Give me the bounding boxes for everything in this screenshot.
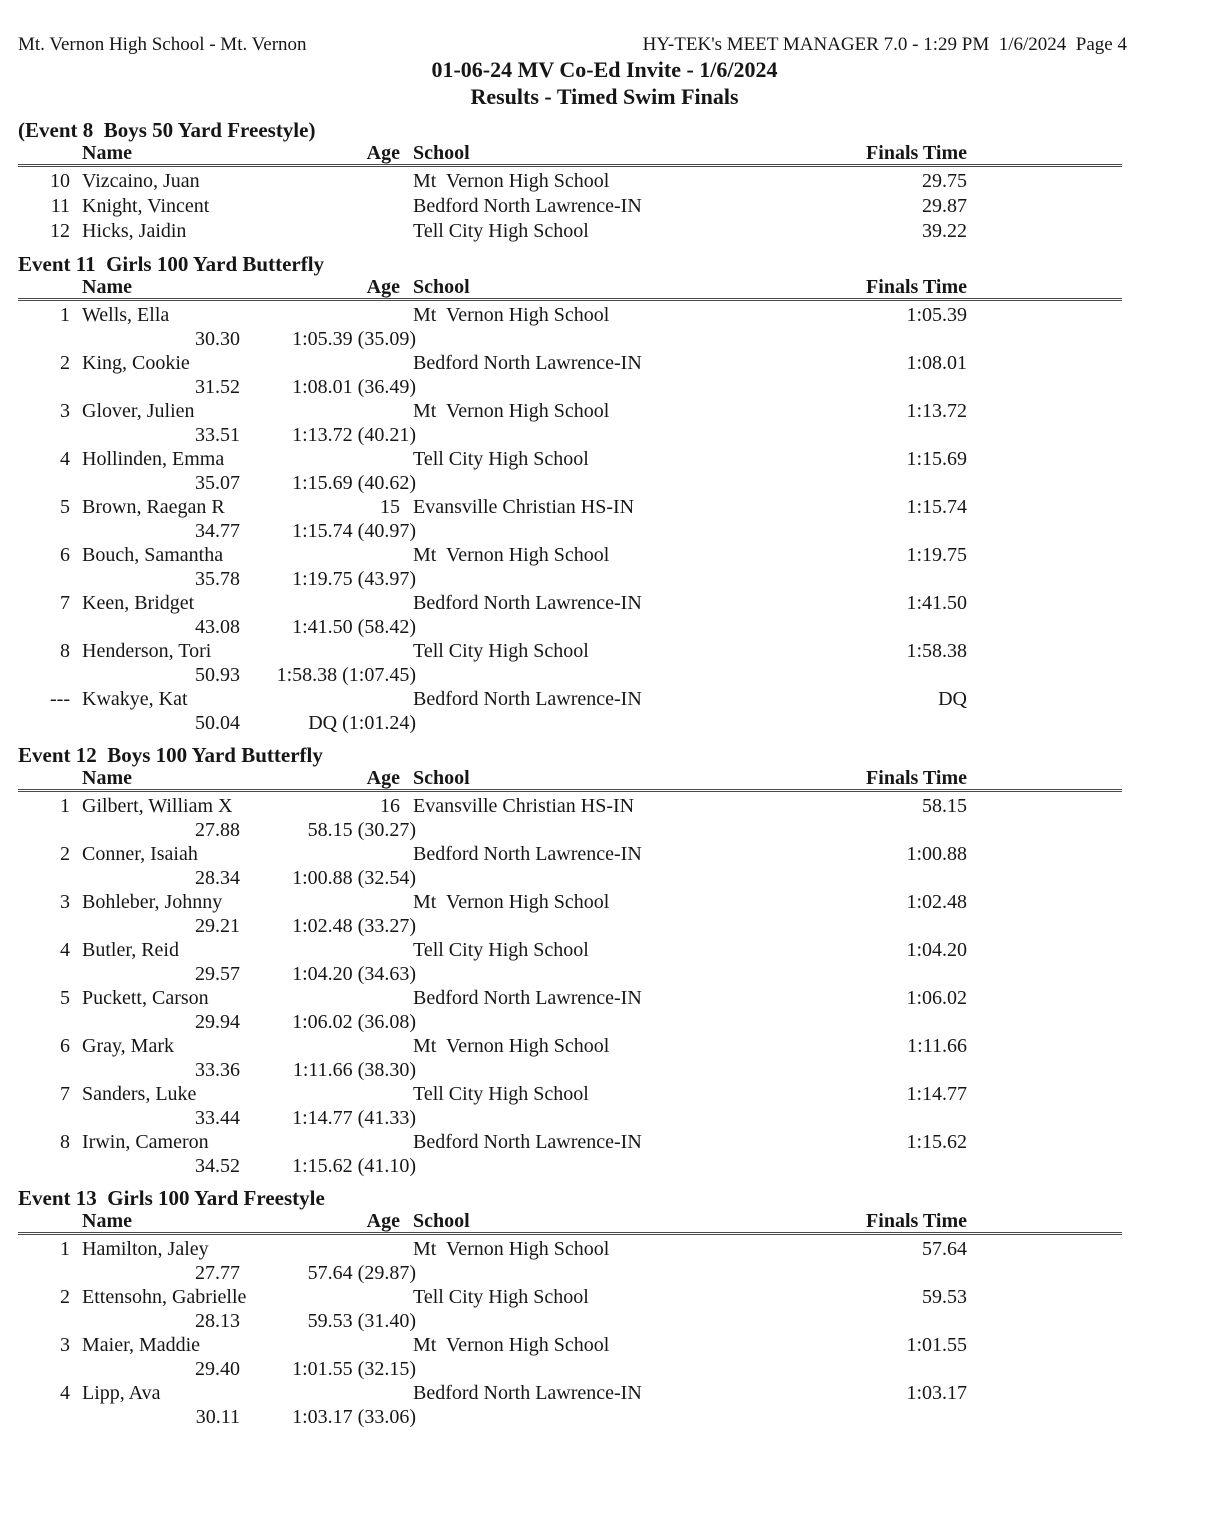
name-cell: Irwin, Cameron [82, 1131, 209, 1153]
report-subtitle: Results - Timed Swim Finals [470, 84, 739, 109]
cumulative-split-cell: 1:19.75 (43.97) [292, 568, 416, 590]
event-title: Event 13 Girls 100 Yard Freestyle [18, 1186, 325, 1210]
split-cell: 43.08 [195, 616, 240, 638]
finals-time-cell: 1:02.48 [906, 891, 967, 913]
column-header-school: School [413, 276, 470, 298]
school-cell: Tell City High School [413, 640, 589, 662]
finals-time-cell: 1:04.20 [906, 939, 967, 961]
column-header-finals: Finals Time [866, 1210, 967, 1232]
event-title: (Event 8 Boys 50 Yard Freestyle) [18, 118, 316, 142]
place-cell: 8 [60, 640, 70, 662]
finals-time-cell: 58.15 [922, 795, 967, 817]
name-cell: Glover, Julien [82, 400, 195, 422]
place-cell: 2 [60, 843, 70, 865]
event-section [18, 743, 1122, 1178]
split-cell: 29.94 [195, 1011, 240, 1033]
place-cell: 6 [60, 1035, 70, 1057]
name-cell: Hicks, Jaidin [82, 220, 187, 242]
cumulative-split-cell: 1:11.66 (38.30) [292, 1059, 416, 1081]
splits-row [18, 375, 1122, 399]
school-cell: Tell City High School [413, 1286, 589, 1308]
splits-row [18, 471, 1122, 495]
place-cell: 6 [60, 544, 70, 566]
column-header-row [18, 277, 1122, 301]
cumulative-split-cell: 1:01.55 (32.15) [292, 1358, 416, 1380]
finals-time-cell: 39.22 [922, 220, 967, 242]
name-cell: Lipp, Ava [82, 1382, 161, 1404]
finals-time-cell: 1:14.77 [906, 1083, 967, 1105]
finals-time-cell: 57.64 [922, 1238, 967, 1260]
place-cell: 3 [60, 400, 70, 422]
finals-time-cell: 1:41.50 [906, 592, 967, 614]
school-cell: Bedford North Lawrence-IN [413, 352, 642, 374]
splits-row [18, 663, 1122, 687]
name-cell: Kwakye, Kat [82, 688, 188, 710]
school-cell: Mt Vernon High School [413, 891, 610, 913]
cumulative-split-cell: 1:58.38 (1:07.45) [276, 664, 416, 686]
cumulative-split-cell: 1:05.39 (35.09) [292, 328, 416, 350]
cumulative-split-cell: DQ (1:01.24) [308, 712, 416, 734]
result-row [18, 351, 1122, 375]
column-header-row [18, 1211, 1122, 1235]
finals-time-cell: 1:58.38 [906, 640, 967, 662]
name-cell: King, Cookie [82, 352, 190, 374]
split-cell: 33.51 [195, 424, 240, 446]
finals-time-cell: 1:00.88 [906, 843, 967, 865]
column-header-school: School [413, 142, 470, 164]
school-cell: Mt Vernon High School [413, 1238, 610, 1260]
cumulative-split-cell: 1:41.50 (58.42) [292, 616, 416, 638]
finals-time-cell: 1:11.66 [907, 1035, 967, 1057]
place-cell: 11 [50, 195, 70, 217]
place-cell: 7 [60, 1083, 70, 1105]
school-cell: Evansville Christian HS-IN [413, 795, 635, 817]
split-cell: 29.57 [195, 963, 240, 985]
column-header-row [18, 143, 1122, 167]
result-row [18, 639, 1122, 663]
name-cell: Hamilton, Jaley [82, 1238, 209, 1260]
place-cell: 1 [60, 304, 70, 326]
school-cell: Mt Vernon High School [413, 1035, 610, 1057]
finals-time-cell: 1:08.01 [906, 352, 967, 374]
cumulative-split-cell: 1:15.62 (41.10) [292, 1155, 416, 1177]
place-cell: 8 [60, 1131, 70, 1153]
name-cell: Ettensohn, Gabrielle [82, 1286, 247, 1308]
age-cell: 16 [380, 795, 400, 817]
age-cell: 15 [380, 496, 400, 518]
split-cell: 31.52 [195, 376, 240, 398]
result-row [18, 543, 1122, 567]
school-cell: Mt Vernon High School [413, 1334, 610, 1356]
name-cell: Puckett, Carson [82, 987, 209, 1009]
place-cell: 7 [60, 592, 70, 614]
school-cell: Bedford North Lawrence-IN [413, 195, 642, 217]
event-title: Event 12 Boys 100 Yard Butterfly [18, 743, 323, 767]
school-cell: Bedford North Lawrence-IN [413, 592, 642, 614]
place-cell: 2 [60, 352, 70, 374]
name-cell: Butler, Reid [82, 939, 179, 961]
name-cell: Wells, Ella [82, 304, 170, 326]
cumulative-split-cell: 1:14.77 (41.33) [292, 1107, 416, 1129]
result-row [18, 794, 1122, 818]
cumulative-split-cell: 1:00.88 (32.54) [292, 867, 416, 889]
school-cell: Bedford North Lawrence-IN [413, 987, 642, 1009]
name-cell: Gilbert, William X [82, 795, 233, 817]
event-section [18, 118, 1122, 244]
result-row [18, 169, 1122, 194]
split-cell: 28.34 [195, 867, 240, 889]
place-cell: 5 [60, 496, 70, 518]
split-cell: 33.36 [195, 1059, 240, 1081]
splits-row [18, 1058, 1122, 1082]
page-header-left: Mt. Vernon High School - Mt. Vernon [18, 34, 307, 55]
school-cell: Bedford North Lawrence-IN [413, 688, 642, 710]
result-row [18, 1034, 1122, 1058]
cumulative-split-cell: 1:13.72 (40.21) [292, 424, 416, 446]
finals-time-cell: 29.87 [922, 195, 967, 217]
splits-row [18, 1405, 1122, 1429]
column-header-finals: Finals Time [866, 767, 967, 789]
split-cell: 30.30 [195, 328, 240, 350]
result-row [18, 399, 1122, 423]
finals-time-cell: 29.75 [922, 170, 967, 192]
event-section [18, 1186, 1122, 1429]
column-header-name: Name [82, 1210, 132, 1232]
splits-row [18, 327, 1122, 351]
column-header-name: Name [82, 142, 132, 164]
column-header-school: School [413, 767, 470, 789]
finals-time-cell: 1:15.69 [906, 448, 967, 470]
split-cell: 35.07 [195, 472, 240, 494]
place-cell: 4 [60, 939, 70, 961]
split-cell: 29.21 [195, 915, 240, 937]
finals-time-cell: 1:15.74 [906, 496, 967, 518]
column-header-school: School [413, 1210, 470, 1232]
cumulative-split-cell: 1:02.48 (33.27) [292, 915, 416, 937]
column-header-age: Age [366, 1210, 400, 1232]
place-cell: 4 [60, 1382, 70, 1404]
school-cell: Bedford North Lawrence-IN [413, 843, 642, 865]
cumulative-split-cell: 57.64 (29.87) [307, 1262, 416, 1284]
cumulative-split-cell: 1:15.74 (40.97) [292, 520, 416, 542]
split-cell: 30.11 [195, 1406, 240, 1428]
school-cell: Tell City High School [413, 220, 589, 242]
cumulative-split-cell: 1:06.02 (36.08) [292, 1011, 416, 1033]
place-cell: 5 [60, 987, 70, 1009]
splits-row [18, 962, 1122, 986]
result-row [18, 219, 1122, 244]
school-cell: Mt Vernon High School [413, 544, 610, 566]
result-row [18, 842, 1122, 866]
page-header [0, 0, 1209, 56]
place-cell: 2 [60, 1286, 70, 1308]
split-cell: 27.88 [195, 819, 240, 841]
result-row [18, 447, 1122, 471]
event-section [18, 252, 1122, 735]
result-row [18, 495, 1122, 519]
splits-row [18, 1309, 1122, 1333]
name-cell: Bouch, Samantha [82, 544, 224, 566]
name-cell: Hollinden, Emma [82, 448, 225, 470]
result-row [18, 591, 1122, 615]
finals-time-cell: 1:05.39 [906, 304, 967, 326]
name-cell: Gray, Mark [82, 1035, 175, 1057]
cumulative-split-cell: 1:15.69 (40.62) [292, 472, 416, 494]
name-cell: Sanders, Luke [82, 1083, 197, 1105]
place-cell: 3 [60, 891, 70, 913]
column-header-age: Age [366, 767, 400, 789]
cumulative-split-cell: 59.53 (31.40) [307, 1310, 416, 1332]
splits-row [18, 1154, 1122, 1178]
column-header-row [18, 768, 1122, 792]
split-cell: 28.13 [195, 1310, 240, 1332]
results [18, 118, 1122, 1429]
split-cell: 50.04 [195, 712, 240, 734]
splits-row [18, 1106, 1122, 1130]
meet-title: 01-06-24 MV Co-Ed Invite - 1/6/2024 [431, 57, 778, 82]
result-row [18, 303, 1122, 327]
finals-time-cell: 1:19.75 [906, 544, 967, 566]
page-header-right: HY-TEK's MEET MANAGER 7.0 - 1:29 PM 1/6/2024 Page 4 [642, 34, 1127, 55]
place-cell: 1 [60, 795, 70, 817]
name-cell: Knight, Vincent [82, 195, 210, 217]
split-cell: 33.44 [195, 1107, 240, 1129]
splits-row [18, 567, 1122, 591]
result-row [18, 687, 1122, 711]
splits-row [18, 711, 1122, 735]
school-cell: Tell City High School [413, 1083, 589, 1105]
splits-row [18, 615, 1122, 639]
result-row [18, 1381, 1122, 1405]
result-row [18, 986, 1122, 1010]
school-cell: Tell City High School [413, 939, 589, 961]
column-header-finals: Finals Time [866, 276, 967, 298]
column-header-name: Name [82, 276, 132, 298]
result-row [18, 890, 1122, 914]
result-row [18, 1082, 1122, 1106]
place-cell: 3 [60, 1334, 70, 1356]
name-cell: Keen, Bridget [82, 592, 195, 614]
split-cell: 34.52 [195, 1155, 240, 1177]
school-cell: Mt Vernon High School [413, 304, 610, 326]
splits-row [18, 914, 1122, 938]
school-cell: Mt Vernon High School [413, 170, 610, 192]
split-cell: 27.77 [195, 1262, 240, 1284]
finals-time-cell: 59.53 [922, 1286, 967, 1308]
cumulative-split-cell: 58.15 (30.27) [307, 819, 416, 841]
splits-row [18, 1357, 1122, 1381]
split-cell: 34.77 [195, 520, 240, 542]
result-row [18, 938, 1122, 962]
splits-row [18, 1261, 1122, 1285]
name-cell: Henderson, Tori [82, 640, 212, 662]
finals-time-cell: 1:13.72 [906, 400, 967, 422]
split-cell: 50.93 [195, 664, 240, 686]
splits-row [18, 866, 1122, 890]
split-cell: 29.40 [195, 1358, 240, 1380]
finals-time-cell: 1:03.17 [906, 1382, 967, 1404]
column-header-finals: Finals Time [866, 142, 967, 164]
finals-time-cell: 1:06.02 [906, 987, 967, 1009]
place-cell: 12 [50, 220, 70, 242]
place-cell: --- [50, 688, 70, 710]
place-cell: 1 [60, 1238, 70, 1260]
finals-time-cell: 1:01.55 [906, 1334, 967, 1356]
cumulative-split-cell: 1:08.01 (36.49) [292, 376, 416, 398]
split-cell: 35.78 [195, 568, 240, 590]
school-cell: Bedford North Lawrence-IN [413, 1131, 642, 1153]
column-header-age: Age [366, 142, 400, 164]
name-cell: Maier, Maddie [82, 1334, 201, 1356]
event-title: Event 11 Girls 100 Yard Butterfly [18, 252, 325, 276]
name-cell: Conner, Isaiah [82, 843, 198, 865]
result-row [18, 1333, 1122, 1357]
cumulative-split-cell: 1:03.17 (33.06) [292, 1406, 416, 1428]
finals-time-cell: 1:15.62 [906, 1131, 967, 1153]
result-row [18, 194, 1122, 219]
finals-time-cell: DQ [938, 688, 967, 710]
splits-row [18, 519, 1122, 543]
result-row [18, 1285, 1122, 1309]
name-cell: Brown, Raegan R [82, 496, 225, 518]
place-cell: 4 [60, 448, 70, 470]
splits-row [18, 423, 1122, 447]
name-cell: Vizcaino, Juan [82, 170, 200, 192]
school-cell: Bedford North Lawrence-IN [413, 1382, 642, 1404]
name-cell: Bohleber, Johnny [82, 891, 223, 913]
place-cell: 10 [50, 170, 70, 192]
column-header-name: Name [82, 767, 132, 789]
result-row [18, 1237, 1122, 1261]
school-cell: Tell City High School [413, 448, 589, 470]
cumulative-split-cell: 1:04.20 (34.63) [292, 963, 416, 985]
splits-row [18, 818, 1122, 842]
column-header-age: Age [366, 276, 400, 298]
result-row [18, 1130, 1122, 1154]
school-cell: Evansville Christian HS-IN [413, 496, 635, 518]
splits-row [18, 1010, 1122, 1034]
school-cell: Mt Vernon High School [413, 400, 610, 422]
